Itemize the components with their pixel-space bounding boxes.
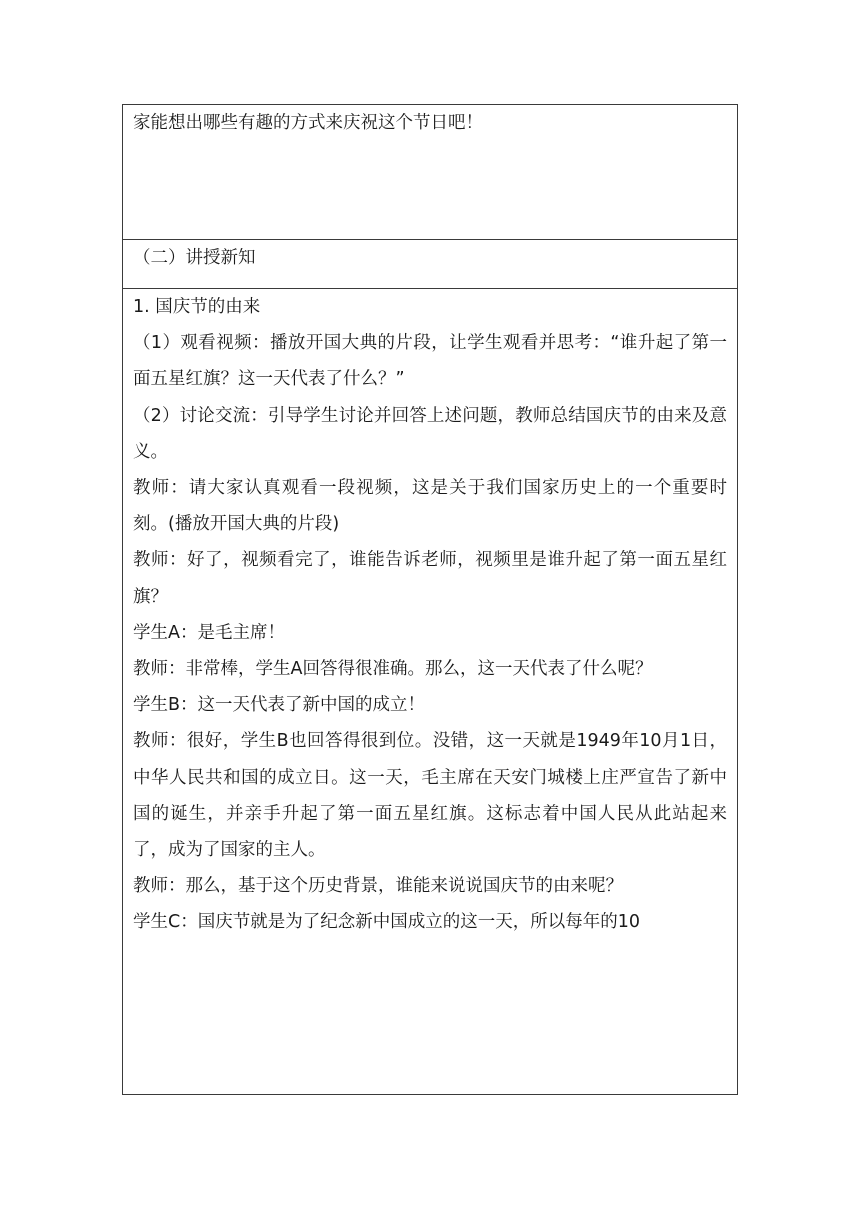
intro-cell [123, 105, 738, 240]
subheading-origin: 1. 国庆节的由来 [133, 297, 261, 317]
dialogue-line: 教师：那么，基于这个历史背景，谁能来说说国庆节的由来呢？ [133, 876, 623, 897]
dialogue-line: 学生C：国庆节就是为了纪念新中国成立的这一天，所以每年的10 [133, 912, 640, 933]
dialogue-line: 学生B：这一天代表了新中国的成立！ [133, 695, 426, 716]
section-cell [123, 240, 738, 289]
step-discussion: （2）讨论交流：引导学生讨论并回答上述问题，教师总结国庆节的由来及意义。 [133, 405, 727, 462]
lesson-table [122, 104, 738, 1095]
dialogue-line: 教师：非常棒，学生A回答得很准确。那么，这一天代表了什么呢？ [133, 659, 653, 680]
intro-text: 家能想出哪些有趣的方式来庆祝这个节日吧！ [133, 113, 483, 133]
step-watch-video: （1）观看视频：播放开国大典的片段，让学生观看并思考：“谁升起了第一面五星红旗？这一天代表了什么？” [133, 333, 727, 390]
content-cell [123, 289, 738, 1095]
dialogue-line: 教师：好了，视频看完了，谁能告诉老师，视频里是谁升起了第一面五星红旗？ [133, 550, 727, 607]
intro-row [123, 105, 738, 240]
dialogue-line: 学生A：是毛主席！ [133, 622, 285, 643]
dialogue-line: 教师：请大家认真观看一段视频，这是关于我们国家历史上的一个重要时刻。(播放开国大典的片段) [133, 478, 727, 535]
section-heading: （二）讲授新知 [133, 248, 256, 268]
content-row [123, 289, 738, 1095]
section-row [123, 240, 738, 289]
dialogue-line: 教师：很好，学生B也回答得很到位。没错，这一天就是1949年10月1日，中华人民共和国的成立日。这一天，毛主席在天安门城楼上庄严宣告了新中国的诞生，并亲手升起了第一面五星红旗。这标志着中国人民从此站起来了，成为了国家的主人。 [133, 731, 727, 861]
